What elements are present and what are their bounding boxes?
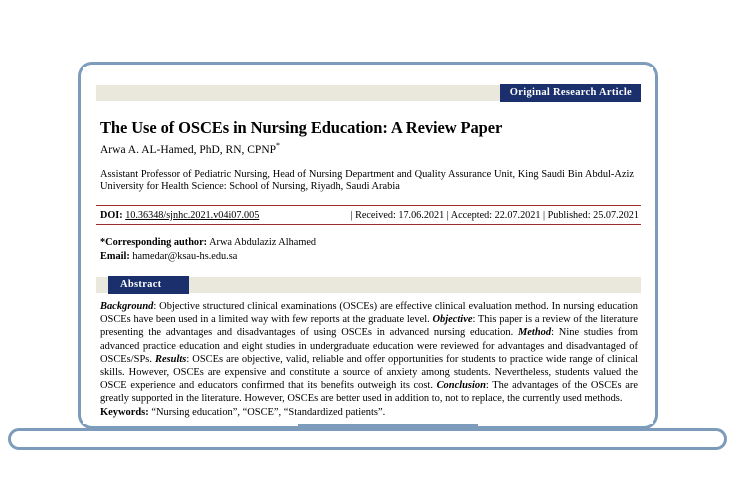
doi-link[interactable]: 10.36348/sjnhc.2021.v04i07.005 xyxy=(125,210,260,222)
corresponding-author-label: *Corresponding author: xyxy=(100,237,208,249)
doi-block xyxy=(100,209,259,222)
abstract-conclusion-text: : The advantages of the OSCEs are greatly supported in the literature. However, OSCEs are better used in addition to, not to replace, the currently used methods. xyxy=(100,380,639,405)
doi-label: DOI: xyxy=(100,210,123,222)
abstract-objective-text: : This paper is a review of the literature presenting the advantages and disadvantages of using OSCEs in advanced nursing education. xyxy=(100,314,638,339)
keywords-line xyxy=(100,406,638,419)
author-names: Arwa A. AL-Hamed, PhD, RN, CPNP xyxy=(100,143,277,156)
corresponding-author-block xyxy=(100,236,641,263)
email-value[interactable]: hamedar@ksau-hs.edu.sa xyxy=(132,250,238,262)
abstract-background-label: Background xyxy=(100,301,154,313)
abstract-method-text: : Nine studies from advanced practice education and eight studies in undergraduate education were reviewed for advantages and disadvantaged of OSCEs/SPs. xyxy=(100,327,638,365)
doi-dates-row xyxy=(96,209,641,222)
divider-rule-top xyxy=(96,205,641,206)
email-label: Email: xyxy=(100,250,130,262)
abstract-method-label: Method xyxy=(518,327,552,339)
abstract-conclusion-label: Conclusion xyxy=(436,380,486,392)
abstract-objective-label: Objective xyxy=(432,314,473,326)
page-title: The Use of OSCEs in Nursing Education: A Review Paper xyxy=(100,118,503,137)
abstract-strip xyxy=(96,277,641,293)
publication-dates: | Received: 17.06.2021 | Accepted: 22.07.2021 | Published: 25.07.2021 xyxy=(350,210,639,222)
laptop-base xyxy=(8,428,727,450)
affiliation-text: Assistant Professor of Pediatric Nursing, Head of Nursing Department and Quality Assurance Unit, King Saudi Bin Abdul-Aziz University for Health Science: School of Nursing, Riyadh, Saudi Arabia xyxy=(100,168,634,193)
article-type-badge: Original Research Article xyxy=(500,84,641,102)
abstract-background-text: : Objective structured clinical examinations (OSCEs) are effective clinical evaluation method. In nursing education OSCEs have been used in a limited way with few reports at the graduate level. xyxy=(100,301,638,326)
corresponding-author-line xyxy=(100,236,641,250)
keywords-label: Keywords: xyxy=(100,406,149,418)
corresponding-author-name: Arwa Abdulaziz Alhamed xyxy=(209,237,317,249)
author-asterisk: * xyxy=(276,141,281,150)
document-page xyxy=(83,67,653,424)
header-strip xyxy=(96,85,641,101)
divider-rule-bottom xyxy=(96,224,641,225)
keywords-value: “Nursing education”, “OSCE”, “Standardized patients”. xyxy=(151,406,386,418)
abstract-results-text: : OSCEs are objective, valid, reliable and offer opportunities for students to practice wide range of clinical skills. However, OSCEs are expensive and constitute a source of anxiety among students. Nevertheless, students valued the OSCE experience and educators confirmed that its benefits outweigh its cost. xyxy=(100,353,638,392)
email-line xyxy=(100,250,641,264)
abstract-badge: Abstract xyxy=(108,276,189,294)
author-line xyxy=(100,139,641,157)
abstract-results-label: Results xyxy=(155,353,187,365)
abstract-text xyxy=(100,300,638,406)
document-content xyxy=(96,67,641,424)
